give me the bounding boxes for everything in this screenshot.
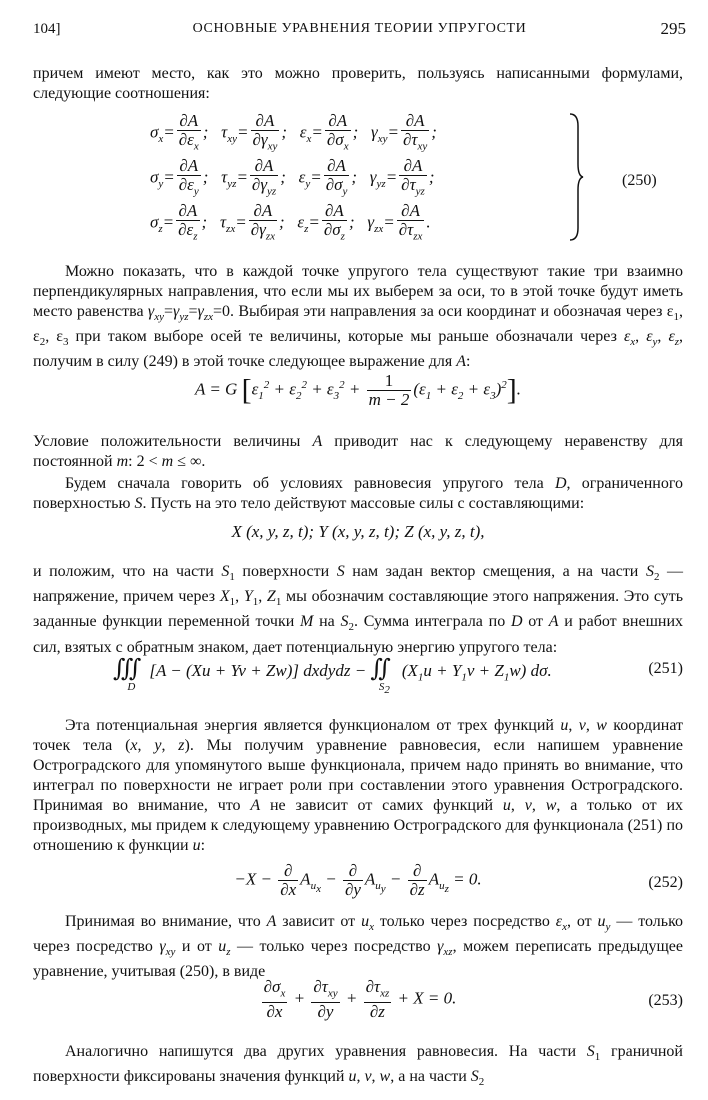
equation-equilibrium-253: $\frac{\partial\sigma_x}{\partial x}$ + $\frac{\partial\tau_{xy}}{\partial y}$ + $\frac{\partial\tau_{xz}}{\partial z}$ + X = 0. (253) (263, 977, 683, 1022)
page-number: 295 (660, 19, 686, 38)
equation-number-253: (253) (648, 992, 683, 1009)
section-number: 104] (33, 21, 61, 37)
equation-functional-251: $∭_D[A - (Xu + Yv + Zw)]$ dxdydz − $∬_{S_2}(X_1u + Y_1v + Z_1w)$ dσ. (251) (113, 656, 683, 697)
equation-ostrogradsky-252: −X − $\frac{\partial}{\partial x}$ $A_{u_x}$ − $\frac{\partial}{\partial y}$ $A_{u_y}$ − $\frac{\partial}{\partial z}$ $A_{u_z} = 0$. (252) (234, 861, 683, 899)
paragraph-1: причем имеют место, как это можно проверить, пользуясь написанными формулами, следующие соотношения: (33, 65, 683, 102)
paragraph-3: Условие положительности величины A приводит нас к следующему неравенству для постоянной m: 2 < m ≤ ∞. (33, 433, 683, 470)
paragraph-6: Эта потенциальная энергия является функционалом от трех функций u, v, w координат точек тела (x, y, z). Мы получим уравнение равновесия, если напишем уравнение Остроградского для упомянутого выше функционала, причем надо принять во внимание, что интеграл по поверхности не играет роли при составлении этого уравнения Остроградского. Принимая во внимание, что A не зависит от самих функций u, v, w, а только от их производных, мы придем к следующему уравнению Остроградского для функционала (251) по отношению к функции u: (33, 717, 684, 854)
system-row-3: $\sigma_z=$ $\frac{\partial A}{\partial\varepsilon_z}$ ; $\tau_{zx}=$ $\frac{\partial A}{\partial\gamma_{zx}}$ ; $\varepsilon_z=$ $\frac{\partial A}{\partial\sigma_z}$ ; $\gamma_{zx}=$ $\frac{\partial A}{\partial\tau_{zx}}$ . (150, 201, 431, 243)
paragraph-2: Можно показать, что в каждой точке упругого тела существуют такие три взаимно перпендикулярных направления, что если мы их выберем за оси, то в этой точке будут иметь место равенства $\gamma_{xy}=\gamma_{yz}=\gamma_{zx}=0$. Выбирая эти направления за оси координат и обозначая через $\varepsilon_1$, $\varepsilon_2$, $\varepsilon_3$ при таком выборе осей те величины, которые мы раньше обозначали через $\varepsilon_x$, $\varepsilon_y$, $\varepsilon_z$, получим в силу (249) в этой точке следующее выражение для A: (33, 263, 684, 371)
paragraph-7: Принимая во внимание, что A зависит от $u_x$ только через посредство $\varepsilon_x$, от $u_y$ — только через посредство $\gamma_{xy}$ и от $u_z$ — только через посредство $\gamma_{xz}$, можем переписать предыдущее уравнение, учитывая (250), в виде (33, 913, 684, 981)
equation-number-252: (252) (648, 874, 683, 891)
equation-forces: X (x, y, z, t); Y (x, y, z, t); Z (x, y, z, t), (231, 522, 485, 541)
paragraph-5: и положим, что на части $S_1$ поверхности S нам задан вектор смещения, а на части $S_2$ — напряжение, причем через $X_1$, $Y_1$, $Z_1$ мы обозначим составляющие этого напряжения. Это суть заданные функции переменной точки M на $S_2$. Сумма интеграла по D от A и работ внешних сил, взятых с обратным знаком, дает потенциальную энергию упругого тела: (33, 563, 684, 656)
equation-energy-A: A = G [$\varepsilon_1^2 + \varepsilon_2^2 + \varepsilon_3^2$ + $\frac{1}{m - 2}$ $(\varepsilon_1 + \varepsilon_2 + \varepsilon_3)^2$]. (195, 371, 521, 409)
equation-number-250: (250) (622, 172, 657, 189)
page-header (33, 18, 686, 42)
paragraph-4: Будем сначала говорить об условиях равновесия упругого тела D, ограниченного поверхностью S. Пусть на это тело действуют массовые силы с составляющими: (33, 475, 684, 512)
paragraph-8: Аналогично напишутся два других уравнения равновесия. На части $S_1$ граничной поверхности фиксированы значения функций u, v, w, а на части $S_2$ (33, 1043, 683, 1089)
system-row-2: $\sigma_y=$ $\frac{\partial A}{\partial\varepsilon_y}$ ; $\tau_{yz}=$ $\frac{\partial A}{\partial\gamma_{yz}}$ ; $\varepsilon_y=$ $\frac{\partial A}{\partial\sigma_y}$ ; $\gamma_{yz}=$ $\frac{\partial A}{\partial\tau_{yz}}$ ; (150, 156, 435, 198)
equation-number-251: (251) (648, 660, 683, 677)
running-title: ОСНОВНЫЕ УРАВНЕНИЯ ТЕОРИИ УПРУГОСТИ (192, 21, 527, 36)
system-row-1: $\sigma_x=$ $\frac{\partial A}{\partial\varepsilon_x}$ ; $\tau_{xy}=$ $\frac{\partial A}{\partial\gamma_{xy}}$ ; $\varepsilon_x=$ $\frac{\partial A}{\partial\sigma_x}$ ; $\gamma_{xy}=$ $\frac{\partial A}{\partial\tau_{xy}}$ ; (150, 111, 437, 153)
right-brace (568, 112, 584, 242)
